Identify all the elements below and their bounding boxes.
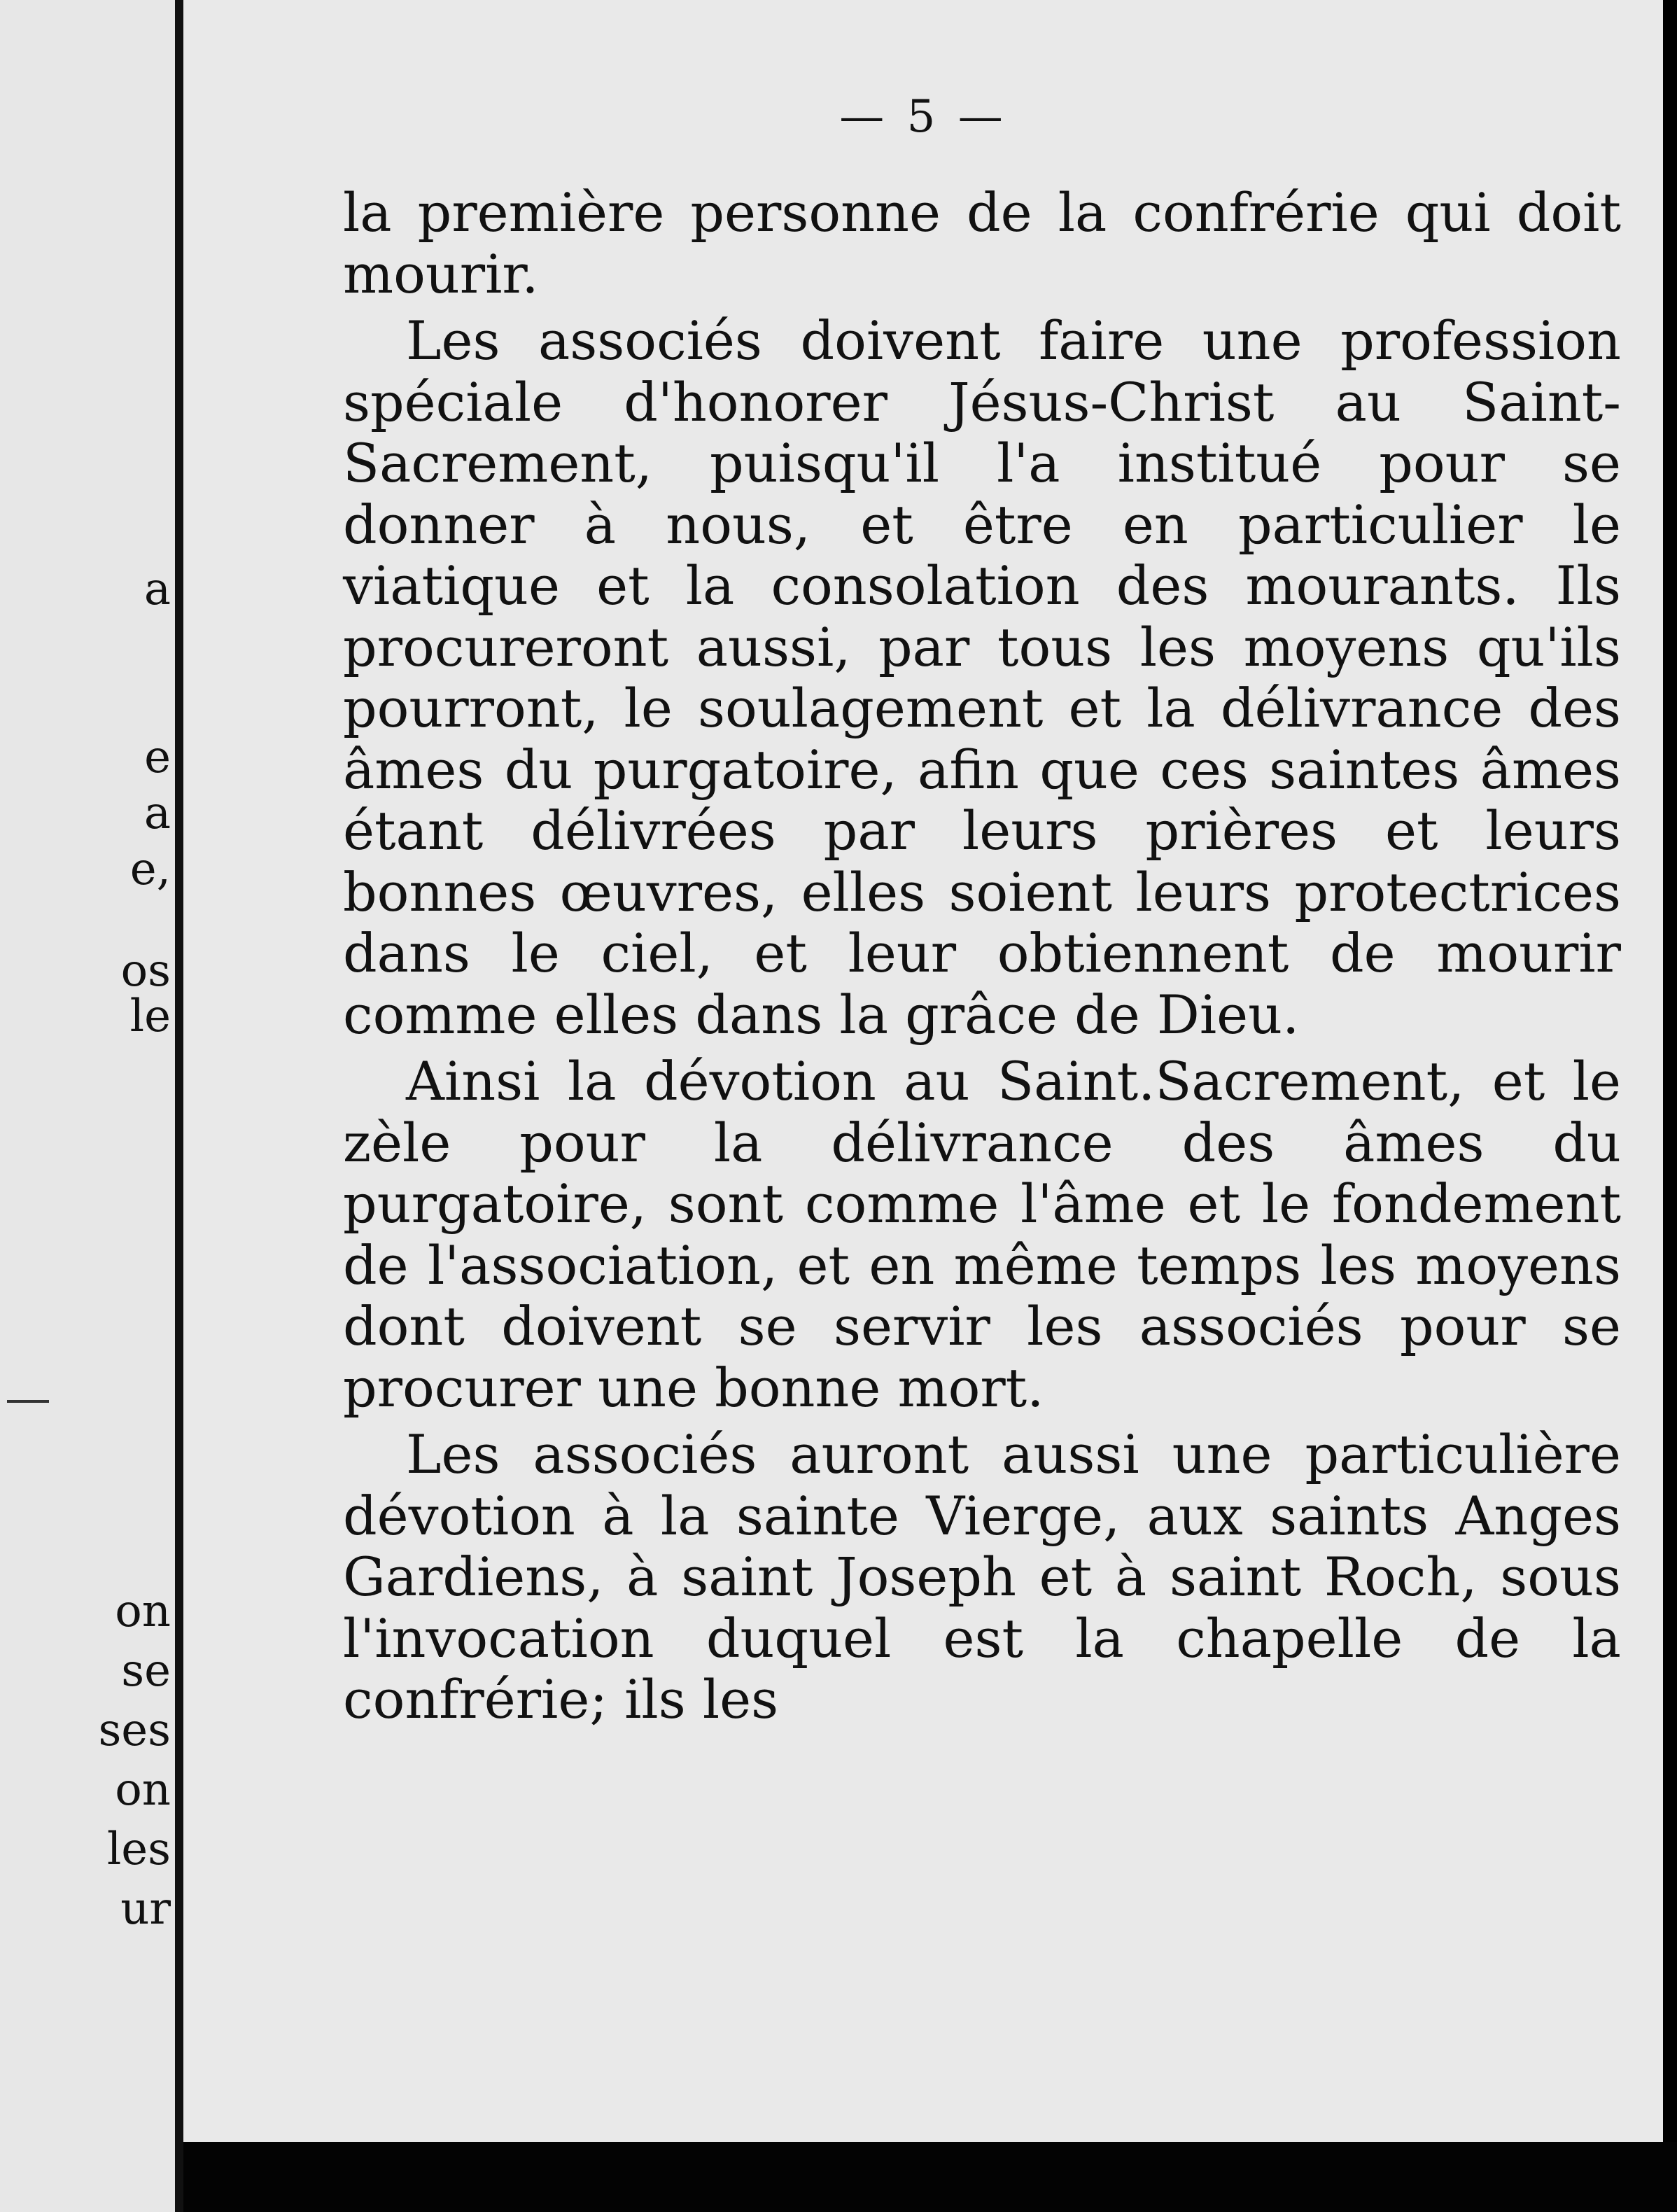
left-page-edge bbox=[0, 0, 175, 2212]
scan-bottom-edge bbox=[183, 2142, 1677, 2212]
paragraph: la première personne de la confrérie qui doit mourir. bbox=[343, 181, 1621, 305]
left-fragment: on bbox=[115, 1764, 171, 1816]
left-fragment: se bbox=[121, 1645, 171, 1697]
left-fragment: e, bbox=[129, 844, 171, 895]
right-page bbox=[183, 0, 1663, 2142]
left-fragment: a bbox=[143, 564, 171, 615]
left-fragment: e bbox=[144, 732, 171, 783]
page-gutter bbox=[175, 0, 183, 2212]
left-fragment: os bbox=[120, 945, 171, 997]
paragraph: Ainsi la dévotion au Saint.Sacrement, et le zèle pour la délivrance des âmes du purgatoire, sont comme l'âme et le fondement de l'association, et en même temps les moyens dont doivent se servir les associés pour se procurer une bonne mort. bbox=[343, 1050, 1621, 1419]
left-fragment: les bbox=[106, 1823, 171, 1875]
paragraph: Les associés doivent faire une profession spéciale d'honorer Jésus-Christ au Saint-Sacrement, puisqu'il l'a institué pour se donner à nous, et être en particulier le viatique et la consolation des mourants. Ils procureront aussi, par tous les moyens qu'ils pourront, le soulagement et la délivrance des âmes du purgatoire, afin que ces saintes âmes étant délivrées par leurs prières et leurs bonnes œuvres, elles soient leurs protectrices dans le ciel, et leur obtiennent de mourir comme elles dans la grâce de Dieu. bbox=[343, 309, 1621, 1046]
left-fragment: on bbox=[115, 1586, 171, 1637]
body-text bbox=[343, 182, 1621, 1730]
left-fragment: ses bbox=[98, 1704, 171, 1756]
paragraph: Les associés auront aussi une particulière dévotion à la sainte Vierge, aux saints Anges Gardiens, à saint Joseph et à saint Roch, sous l'invocation duquel est la chapelle de la confrérie; ils les bbox=[343, 1423, 1621, 1730]
page-number: — 5 — bbox=[839, 91, 1007, 143]
left-fragment: a bbox=[143, 788, 171, 839]
left-rule bbox=[7, 1400, 49, 1403]
left-fragment: le bbox=[129, 990, 171, 1042]
left-fragment: ur bbox=[120, 1883, 171, 1935]
